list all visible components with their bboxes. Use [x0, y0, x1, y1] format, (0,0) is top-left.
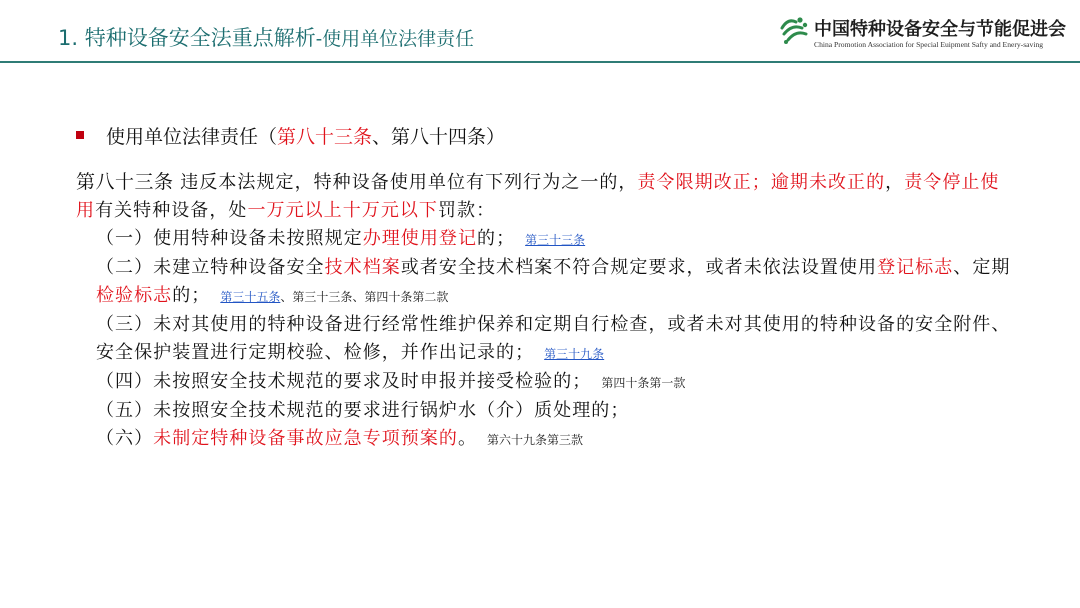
- article-intro: [76, 168, 1016, 225]
- article-body: [76, 168, 1016, 454]
- logo-english-name: China Promotion Association for Special Euipment Safty and Enery-saving: [814, 40, 1044, 49]
- link-article-39[interactable]: 第三十九条: [544, 347, 605, 361]
- logo-chinese-name: 中国特种设备安全与节能促进会: [814, 19, 1066, 40]
- bullet-square-icon: [76, 131, 84, 139]
- link-article-35[interactable]: 第三十五条: [220, 290, 281, 304]
- title-sub: -使用单位法律责任: [315, 28, 475, 50]
- ref-item-4: 第四十条第一款: [601, 376, 686, 390]
- list-item-3: （三）未对其使用的特种设备进行经常性维护保养和定期自行检查，或者未对其使用的特种设备的安全附件、安全保护装置进行定期校验、检修，并作出记录的； 第三十九条: [96, 314, 1011, 363]
- slide-header: [0, 0, 1080, 62]
- ref-item-6: 第六十九条第三款: [487, 433, 584, 447]
- list-item-1: （一）使用特种设备未按照规定办理使用登记的； 第三十三条: [96, 228, 586, 249]
- article-red-2: 责令停止使用: [76, 172, 1000, 221]
- article-red-1: 责令限期改正；逾期未改正的: [637, 172, 886, 193]
- slide-title: [58, 22, 474, 52]
- article-red-3: 一万元以上十万元以下: [247, 200, 438, 221]
- title-main: 1. 特种设备安全法重点解析: [58, 26, 316, 50]
- article-text-4: 罚款：: [437, 200, 496, 221]
- association-logo: [778, 14, 1078, 54]
- ref-item-2: 、第三十三条、第四十条第二款: [280, 290, 449, 304]
- list-item-2: （二）未建立特种设备安全技术档案或者安全技术档案不符合规定要求，或者未依法设置使用登记标志、定期检验标志的； 第三十五条、第三十三条、第四十条第二款: [96, 257, 1011, 306]
- bullet-red: 第八十三条: [277, 126, 373, 148]
- list-item-6: （六）未制定特种设备事故应急专项预案的。 第六十九条第三款: [96, 428, 584, 449]
- bullet-rest: 、第八十四条）: [372, 126, 506, 148]
- header-divider: [0, 61, 1080, 63]
- logo-mark-icon: [778, 14, 810, 46]
- bullet-label: 使用单位法律责任（: [106, 126, 278, 148]
- article-text-3: 有关特种设备，处: [95, 200, 248, 221]
- article-lead: 第八十三条: [76, 171, 174, 193]
- list-item-4: （四）未按照安全技术规范的要求及时申报并接受检验的； 第四十条第一款: [96, 371, 686, 392]
- link-article-33[interactable]: 第三十三条: [525, 233, 586, 247]
- list-item-5: （五）未按照安全技术规范的要求进行锅炉水（介）质处理的；: [96, 400, 630, 421]
- article-text-1: 违反本法规定，特种设备使用单位有下列行为之一的，: [173, 172, 638, 193]
- article-text-2: ，: [885, 172, 905, 193]
